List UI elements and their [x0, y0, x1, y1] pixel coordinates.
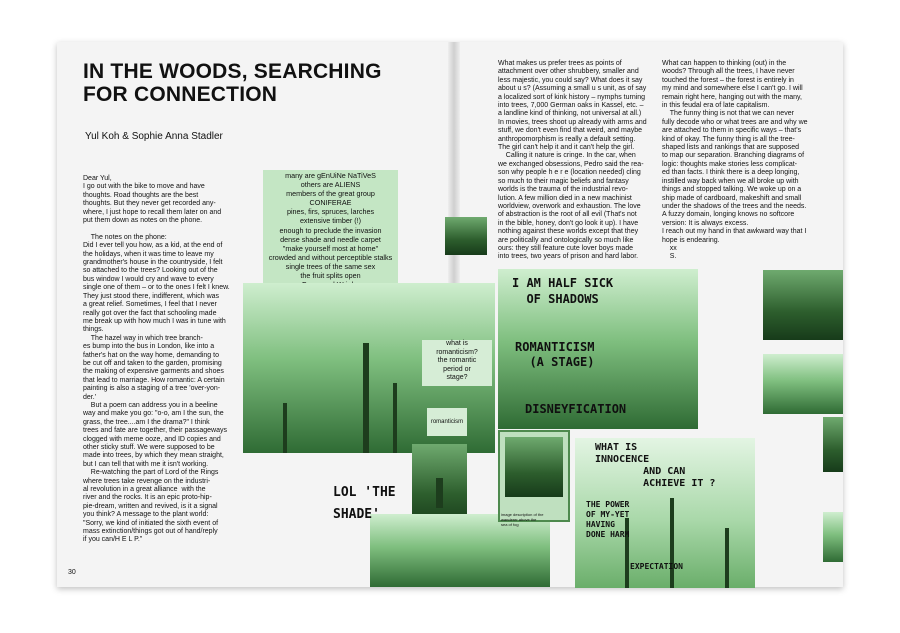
page-number: 30	[68, 569, 76, 576]
half-sick-handwriting: I AM HALF SICK OF SHADOWS	[512, 276, 614, 306]
tree-poem-box: many are gEnUiNe NaTiVeS others are ALIENS members of the great group CONIFERAE pines, firs, spruces, larches extensive timber (!) enough to preclude the invasion dense shade and needle carpet "make yourself most at home" crowded and without perceptible stalks single trees of the same sex the fruit splits open	[263, 170, 398, 336]
framed-painting	[498, 430, 570, 522]
right-thumbnail-top	[763, 270, 843, 340]
middle-text-column: What makes us prefer trees as points of attachment over other shrubbery, smaller and less majestic, you could say? What does it say about u s? (Assuming a small u s unit, as of say a localized sort of kink history – nymphs turning into trees, 7,000 German oaks in Kassel, etc. – a landline kind of thinking, not universal at all.) In movies, trees shoot up already with arms and stuff, we don't even find that weird, and maybe anthropomorphism is really a default setting. The girl can't help it and it can't help the girl. Calling it nature is cringe. In the car, when we exchanged obsessions, Pedro said the rea- son why people h e r e (location needed) cling so much to their magic beliefs and fantasy worlds is the trauma of the industrial revo- lution. A few million died in a new machinist worldview, overwork and exhaustion. The love of abstraction is the root of all evil (That's not in the bible, honey, don't go look it up). I have nothing against these worlds except that they are politically and ontologically so much like ours: they still feature cute lover boys made into trees, two years of prison and hard labor.	[498, 60, 647, 261]
romanticism-label-box: romanticism	[427, 408, 467, 436]
dead-tree	[725, 528, 729, 588]
lol-shade-handwriting: LOL 'THE SHADE'	[333, 485, 396, 522]
disneyfication-handwriting: DISNEYFICATION	[525, 402, 627, 416]
dead-tree	[670, 498, 674, 588]
right-thumbnail-middle	[763, 354, 843, 414]
tree-silhouette	[393, 383, 397, 453]
article-title: IN THE WOODS, SEARCHING FOR CONNECTION	[83, 60, 382, 106]
right-text-column: What can happen to thinking (out) in the woods? Through all the trees, I have never touched the forest – the forest is entirely in my mind and somewhere else I can't go. I will remain right here, hanging out with the many, in this feudal era of late capitalism. The funny thing is not that we can never fully decode who or what trees are and why we are attached to them in specific ways – that's kind of okay. The funny thing is all the tree- shaped lists and rankings that are supposed to map our separation. Branching diagrams of logic: thoughts make stories less complicat- ed than facts. I think there is a deep longing, instilled way back when we all broke up with things and stopped talking. We woke up on a ship made of cardboard, makeshift and small under the shadows of the trees and the needs. A fuzzy domain, longing knows no softcore version: It is always excess. I reach out my hand in that awkward way that I hope is endearing. xx S.	[662, 60, 808, 261]
magazine-spread	[57, 42, 843, 587]
power-harm-handwriting: THE POWER OF MY-YET HAVING DONE HARM	[586, 500, 630, 539]
framed-painting-image	[505, 437, 563, 497]
landscape-painting	[243, 283, 443, 453]
romanticism-question-box: what is romanticism? the romantic period or stage?	[422, 340, 492, 386]
painting-caption: image description of the wanderer above the sea of fog	[501, 512, 544, 527]
tree-silhouette	[363, 343, 369, 453]
small-forest-thumbnail	[445, 217, 487, 255]
expectation-handwriting: EXPECTATION	[630, 562, 683, 571]
romanticism-stage-handwriting: ROMANTICISM (A STAGE)	[515, 340, 595, 369]
article-authors: Yul Koh & Sophie Anna Stadler	[85, 131, 223, 142]
right-thumbnail-small-1	[823, 417, 843, 472]
innocence-handwriting: WHAT IS INNOCENCE AND CAN ACHIEVE IT ?	[595, 442, 716, 489]
tree-silhouette	[283, 403, 287, 453]
figure-silhouette	[436, 478, 443, 508]
left-text-column: Dear Yul, I go out with the bike to move and have thoughts. Road thoughts are the best thoughts. But they never get recorded any- where, I just hope to recall them later on and put them down as notes on the phone. The notes on the phone: Did I ever tell you how, as a kid, at the end of the holidays, when it was time to leave my grandmother's house in the countryside, I felt so attached to the trees? Looking out of the bus window I would cry and wave to every single one of them – or to the ones I felt I knew. They just stood there, indifferent, which was a great relief. Sometimes, I feel that I never really got over the fact that schooling made me break up with how much I was in tune with things. The hazel way in which tree branch- es bump into the bus in London, like into a father's hat on the way home, demanding to be cut off and taken to the garden, promising the making of expensive garments and shoes that lead to marriage. How romantic: A certain painting is also a staging of a tree 'over-yon- der.' But a poem can address you in a beeline way and make you go: "o-o, am I the sun, the grass, the tree....am I the drama?" I think trees and fate are together, their passageways clogged with meme ooze, and ID copies and other sticky stuff. We were supposed to be made into trees, by which they mean straight, but I can tell that with me it isn't working. Re-watching the part of Lord of the Rings where trees take revenge on the industri- al revolution in a great alliance with the river and the rocks. It is an epic proto-hip- pie-dream, written and revived, is it a signal you think? A message to the plant world: "Sorry, we kind of initiated the sixth event of mass extinction/things got out of hand/reply if you can/H E L P."	[83, 175, 230, 544]
right-thumbnail-small-2	[823, 512, 843, 562]
